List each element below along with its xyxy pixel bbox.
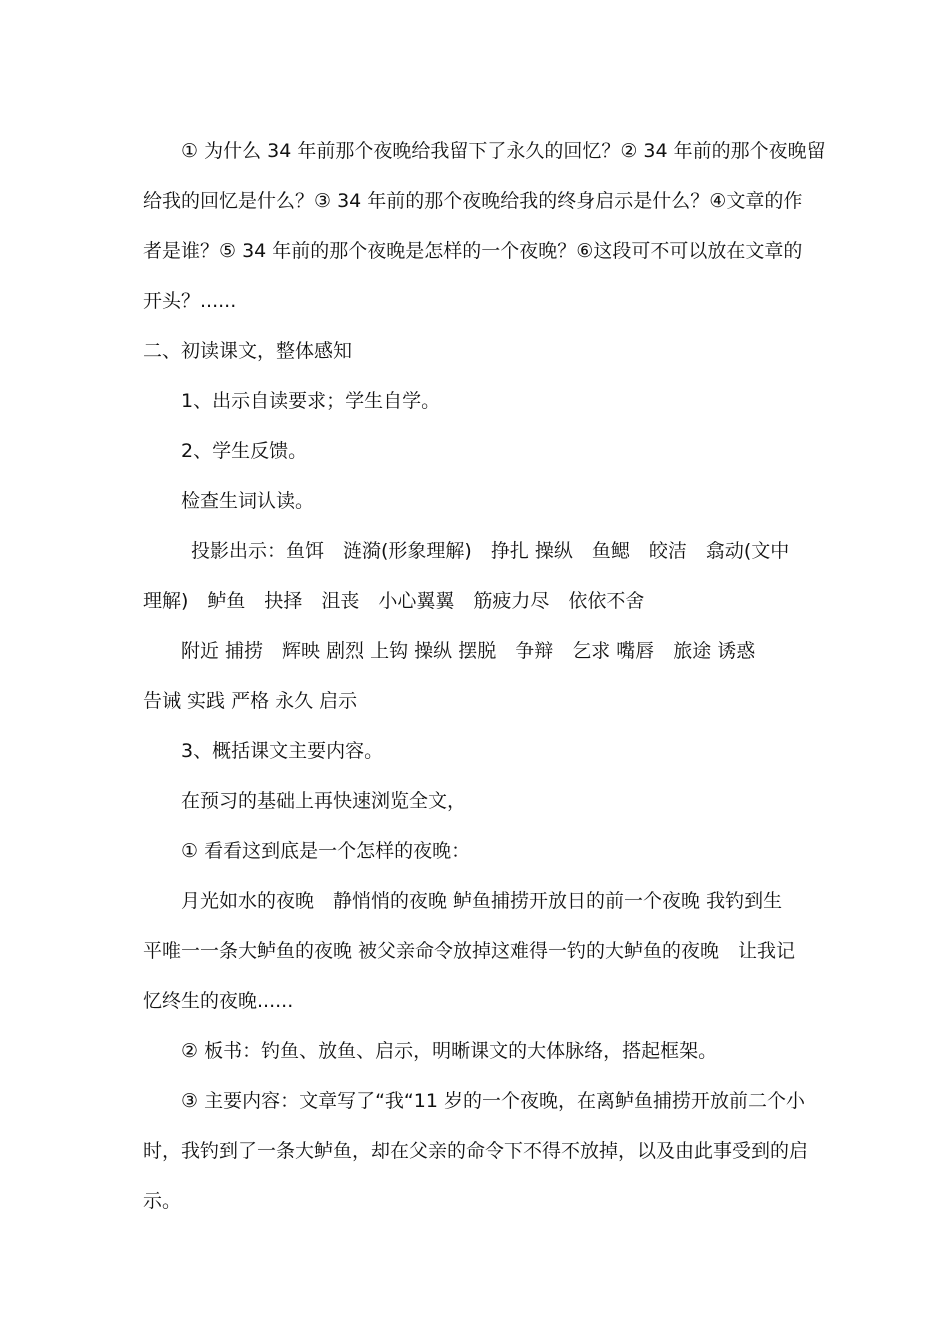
text-line: 者是谁？⑤ 34 年前的那个夜晚是怎样的一个夜晚？⑥这段可不可以放在文章的 — [143, 240, 803, 262]
text-line: 忆终生的夜晚...... — [143, 990, 294, 1012]
text-line: 附近 捕捞 辉映 剧烈 上钩 操纵 摆脱 争辩 乞求 嘴唇 旅途 诱惑 — [181, 640, 756, 662]
text-line: ① 为什么 34 年前那个夜晚给我留下了永久的回忆？② 34 年前的那个夜晚留 — [181, 140, 826, 162]
questions-paragraph — [143, 126, 826, 326]
vocabulary-paragraph — [143, 626, 808, 726]
section-heading: 二、初读课文，整体感知 — [143, 340, 353, 362]
main-content-paragraph — [143, 1076, 808, 1226]
text-line: 平唯一一条大鲈鱼的夜晚 被父亲命令放掉这难得一钓的大鲈鱼的夜晚 让我记 — [143, 940, 796, 962]
list-item: 2、学生反馈。 — [181, 440, 308, 462]
document-body — [143, 126, 826, 1226]
paragraph: 检查生词认读。 — [181, 490, 315, 512]
list-item: 1、出示自读要求；学生自学。 — [181, 390, 441, 412]
text-line: 告诫 实践 严格 永久 启示 — [143, 690, 358, 712]
text-line: 示。 — [143, 1190, 182, 1212]
night-description-paragraph — [143, 876, 808, 1026]
text-line: 投影出示：鱼饵 涟漪(形象理解) 挣扎 操纵 鱼鳃 皎洁 翕动(文中 — [191, 540, 790, 562]
paragraph: ① 看看这到底是一个怎样的夜晚： — [181, 840, 471, 862]
paragraph: 在预习的基础上再快速浏览全文， — [181, 790, 467, 812]
paragraph: ② 板书：钓鱼、放鱼、启示，明晰课文的大体脉络，搭起框架。 — [181, 1040, 718, 1062]
text-line: ③ 主要内容：文章写了“我“11 岁的一个夜晚，在离鲈鱼捕捞开放前二个小 — [181, 1090, 805, 1112]
text-line: 时，我钓到了一条大鲈鱼，却在父亲的命令下不得不放掉，以及由此事受到的启 — [143, 1140, 809, 1162]
text-line: 月光如水的夜晚 静悄悄的夜晚 鲈鱼捕捞开放日的前一个夜晚 我钓到生 — [181, 890, 783, 912]
text-line: 给我的回忆是什么？③ 34 年前的那个夜晚给我的终身启示是什么？④文章的作 — [143, 190, 803, 212]
projection-paragraph — [143, 526, 808, 626]
text-line: 理解) 鲈鱼 抉择 沮丧 小心翼翼 筋疲力尽 依依不舍 — [143, 590, 645, 612]
text-line: 开头？...... — [143, 290, 237, 312]
list-item: 3、概括课文主要内容。 — [181, 740, 384, 762]
